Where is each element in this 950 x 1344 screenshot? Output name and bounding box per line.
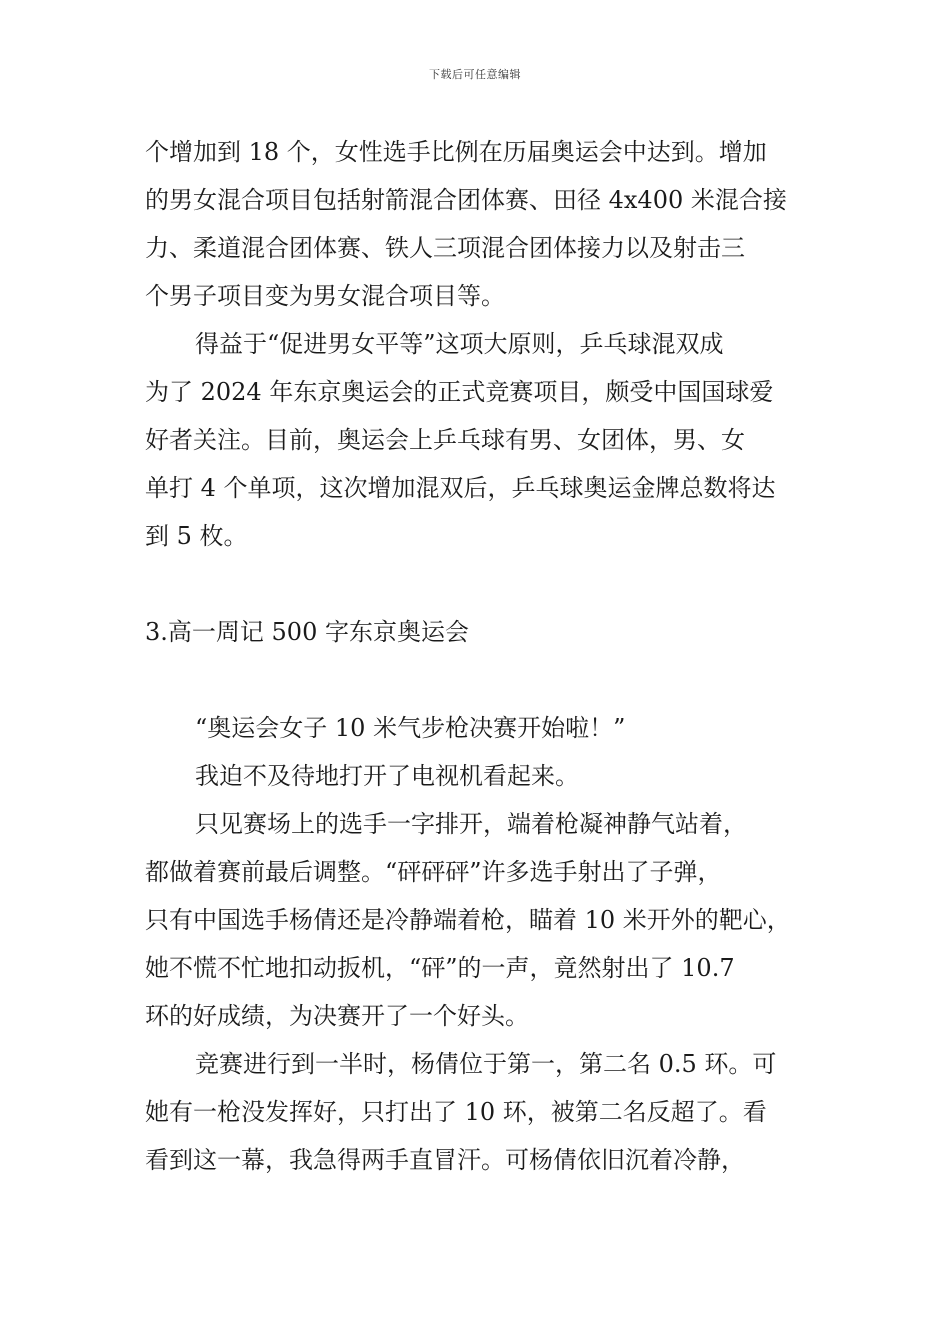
paragraph: [145, 800, 835, 1040]
spacer: [145, 656, 835, 704]
text-line: 个男子项目变为男女混合项目等。: [145, 282, 505, 310]
text-line: 单打 4 个单项，这次增加混双后，乒乓球奥运金牌总数将达: [145, 474, 776, 502]
paragraph: [145, 128, 835, 320]
text-line: 为了 2024 年东京奥运会的正式竞赛项目，颇受中国国球爱: [145, 378, 774, 406]
paragraph: [145, 1040, 835, 1184]
text-line: 竞赛进行到一半时，杨倩位于第一，第二名 0.5 环。可: [195, 1050, 777, 1078]
text-line: 个增加到 18 个，女性选手比例在历届奥运会中达到。增加: [145, 138, 767, 166]
text-line: 环的好成绩，为决赛开了一个好头。: [145, 1002, 529, 1030]
text-line: 看到这一幕，我急得两手直冒汗。可杨倩依旧沉着冷静，: [145, 1146, 745, 1174]
text-line: 她不慌不忙地扣动扳机，“砰”的一声，竟然射出了 10.7: [145, 954, 735, 982]
text-line: “奥运会女子 10 米气步枪决赛开始啦！”: [195, 714, 626, 742]
section-heading: 3.高一周记 500 字东京奥运会: [145, 618, 469, 646]
text-line: 只见赛场上的选手一字排开，端着枪凝神静气站着，: [195, 810, 747, 838]
paragraph: [145, 320, 835, 560]
text-line: 都做着赛前最后调整。“砰砰砰”许多选手射出了子弹，: [145, 858, 722, 886]
text-line: 我迫不及待地打开了电视机看起来。: [195, 762, 579, 790]
text-line: 得益于“促进男女平等”这项大原则，乒乓球混双成: [195, 330, 724, 358]
spacer: [145, 560, 835, 608]
text-line: 好者关注。目前，奥运会上乒乓球有男、女团体，男、女: [145, 426, 745, 454]
text-line: 她有一枪没发挥好，只打出了 10 环，被第二名反超了。看: [145, 1098, 767, 1126]
text-line: 力、柔道混合团体赛、铁人三项混合团体接力以及射击三: [145, 234, 745, 262]
text-line: 只有中国选手杨倩还是冷静端着枪，瞄着 10 米开外的靶心，: [145, 906, 791, 934]
document-body: [145, 128, 835, 1184]
text-line: 到 5 枚。: [145, 522, 248, 550]
text-line: 的男女混合项目包括射箭混合团体赛、田径 4x400 米混合接: [145, 186, 787, 214]
page-header: 下载后可任意编辑: [429, 68, 521, 81]
